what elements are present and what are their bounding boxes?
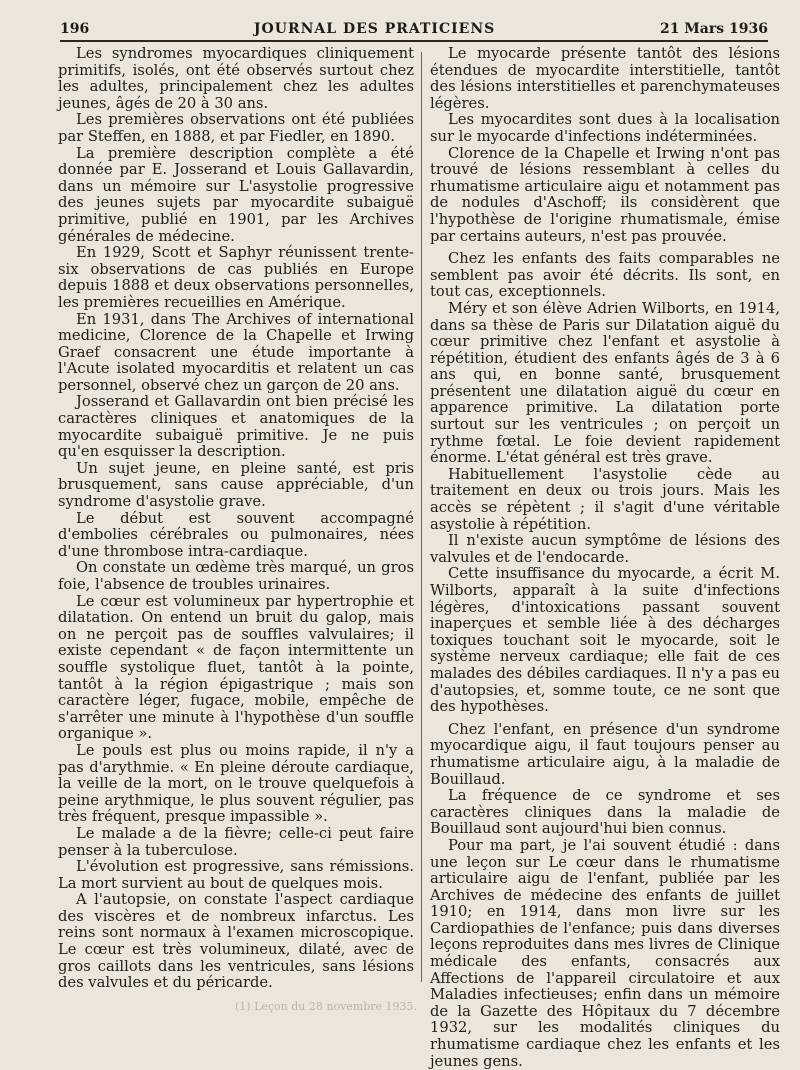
footnote: (1) Leçon du 28 novembre 1935. [235,1000,418,1013]
paragraph: La fréquence de ce syndrome et ses caractères cliniques dans la maladie de Bouillaud sont aujourd'hui bien connus. [430,787,780,838]
paragraph: Chez les enfants des faits comparables ne semblent pas avoir été décrits. Ils sont, en tout cas, exceptionnels. [430,250,780,301]
paragraph: Un sujet jeune, en pleine santé, est pris brusquement, sans cause appréciable, d'un syndrome d'asystolie grave. [58,459,414,511]
paragraph: Il n'existe aucun symptôme de lésions des valvules et de l'endocarde. [430,532,780,566]
paragraph: Clorence de la Chapelle et Irwing n'ont pas trouvé de lésions ressemblant à celles du rhumatisme articulaire aigu et notamment pas de nodules d'Aschoff; ils considèrent que l'hypothèse de l'origine rhumatismale, émise par certains auteurs, n'est pas prouvée. [430,144,780,245]
paragraph: Josserand et Gallavardin ont bien précisé les caractères cliniques et anatomiques de la myocardite subaiguë primitive. Je ne puis qu'en esquisser la description. [58,393,414,461]
paragraph: Le myocarde présente tantôt des lésions étendues de myocardite interstitielle, tantôt des lésions interstitielles et parenchymateuses légères. [430,45,780,112]
paragraph: Habituellement l'asystolie cède au traitement en deux ou trois jours. Mais les accès se répètent ; il s'agit d'une véritable asystolie à répétition. [430,465,780,533]
paragraph: En 1931, dans The Archives of international medicine, Clorence de la Chapelle et Irwing Graef consacrent une étude importante à l'Acute isolated myocarditis et relatent un cas personnel, observé chez un garçon de 20 ans. [58,310,414,394]
running-header [60,18,768,40]
paragraph: Pour ma part, je l'ai souvent étudié : dans une leçon sur Le cœur dans le rhumatisme articulaire aigu de l'enfant, publiée par les Archives de médecine des enfants de juillet 1910; en 1914, dans mon livre sur les Cardiopathies de l'enfance; puis dans diverses leçons reproduites dans mes livres de Clinique médicale des enfants, consacrés aux Affections de l'appareil circulatoire et aux Maladies infectieuses; enfin dans un mémoire de la Gazette des Hôpitaux du 7 décembre 1932, sur les modalités cliniques du rhumatisme cardiaque chez les enfants et les jeunes gens. [430,836,780,1070]
left-column [58,46,414,996]
paragraph: A l'autopsie, on constate l'aspect cardiaque des viscères et de nombreux infarctus. Les reins sont normaux à l'examen microscopique. Le cœur est très volumineux, dilaté, avec de gros caillots dans les ventricules, sans lésions des valvules et du péricarde. [58,891,414,992]
paragraph: Le cœur est volumineux par hypertrophie et dilatation. On entend un bruit du galop, mais on ne perçoit pas de souffles valvulaires; il existe cependant « de façon intermittente un souffle systolique fluet, tantôt à la pointe, tantôt à la région épigastrique ; mais son caractère léger, fugace, mobile, empêche de s'arrêter une minute à l'hypothèse d'un souffle organique ». [58,592,414,743]
paragraph: Le malade a de la fièvre; celle-ci peut faire penser à la tuberculose. [58,824,414,859]
right-column [430,45,780,1070]
header-rule [60,40,768,42]
paragraph: En 1929, Scott et Saphyr réunissent trente-six observations de cas publiés en Europe depuis 1888 et deux observations personnelles, les premières recueillies en Amérique. [58,244,414,311]
paragraph: La première description complète a été donnée par E. Josserand et Louis Gallavardin, dans un mémoire sur L'asystolie progressive des jeunes sujets par myocardite subaiguë primitive, publié en 1901, par les Archives générales de médecine. [58,144,414,245]
paragraph: On constate un œdème très marqué, un gros foie, l'absence de troubles urinaires. [58,559,414,593]
journal-title: JOURNAL DES PRATICIENS [253,21,496,37]
paragraph: Chez l'enfant, en présence d'un syndrome myocardique aigu, il faut toujours penser au rhumatisme articulaire aigu, à la maladie de Bouillaud. [430,720,780,788]
paragraph: Le pouls est plus ou moins rapide, il n'y a pas d'arythmie. « En pleine déroute cardiaque, la veille de la mort, on le trouve quelquefois à peine arythmique, le plus souvent régulier, pas très fréquent, presque impassible ». [58,741,414,826]
paragraph: Le début est souvent accompagné d'embolies cérébrales ou pulmonaires, nées d'une thrombose intra-cardiaque. [58,509,414,560]
issue-date: 21 Mars 1936 [659,21,768,37]
column-divider [421,52,422,982]
page-number: 196 [60,21,90,37]
paragraph: Les premières observations ont été publiées par Steffen, en 1888, et par Fiedler, en 1890. [58,111,414,145]
paragraph: L'évolution est progressive, sans rémissions. La mort survient au bout de quelques mois. [58,858,414,892]
paragraph: Cette insuffisance du myocarde, a écrit M. Wilborts, apparaît à la suite d'infections légères, d'intoxications passant souvent inaperçues et semble liée à des décharges toxiques touchant soit le myocarde, soit le système nerveux cardiaque; elle fait de ces malades des débiles cardiaques. Il n'y a pas eu d'autopsies, et, somme toute, ce ne sont que des hypothèses. [430,565,780,716]
paragraph: Les myocardites sont dues à la localisation sur le myocarde d'infections indéterminées. [430,111,780,145]
paragraph: Méry et son élève Adrien Wilborts, en 1914, dans sa thèse de Paris sur Dilatation aiguë du cœur primitive chez l'enfant et asystolie à répétition, étudient des enfants âgés de 3 à 6 ans qui, en bonne santé, brusquement présentent une dilatation aiguë du cœur en apparence primitive. La dilatation porte surtout sur les ventricules ; on perçoit un rythme fœtal. Le foie devient rapidement énorme. L'état général est très grave. [430,299,780,467]
paragraph: Les syndromes myocardiques cliniquement primitifs, isolés, ont été observés surtout chez les adultes, principalement chez les adultes jeunes, âgés de 20 à 30 ans. [58,45,414,112]
